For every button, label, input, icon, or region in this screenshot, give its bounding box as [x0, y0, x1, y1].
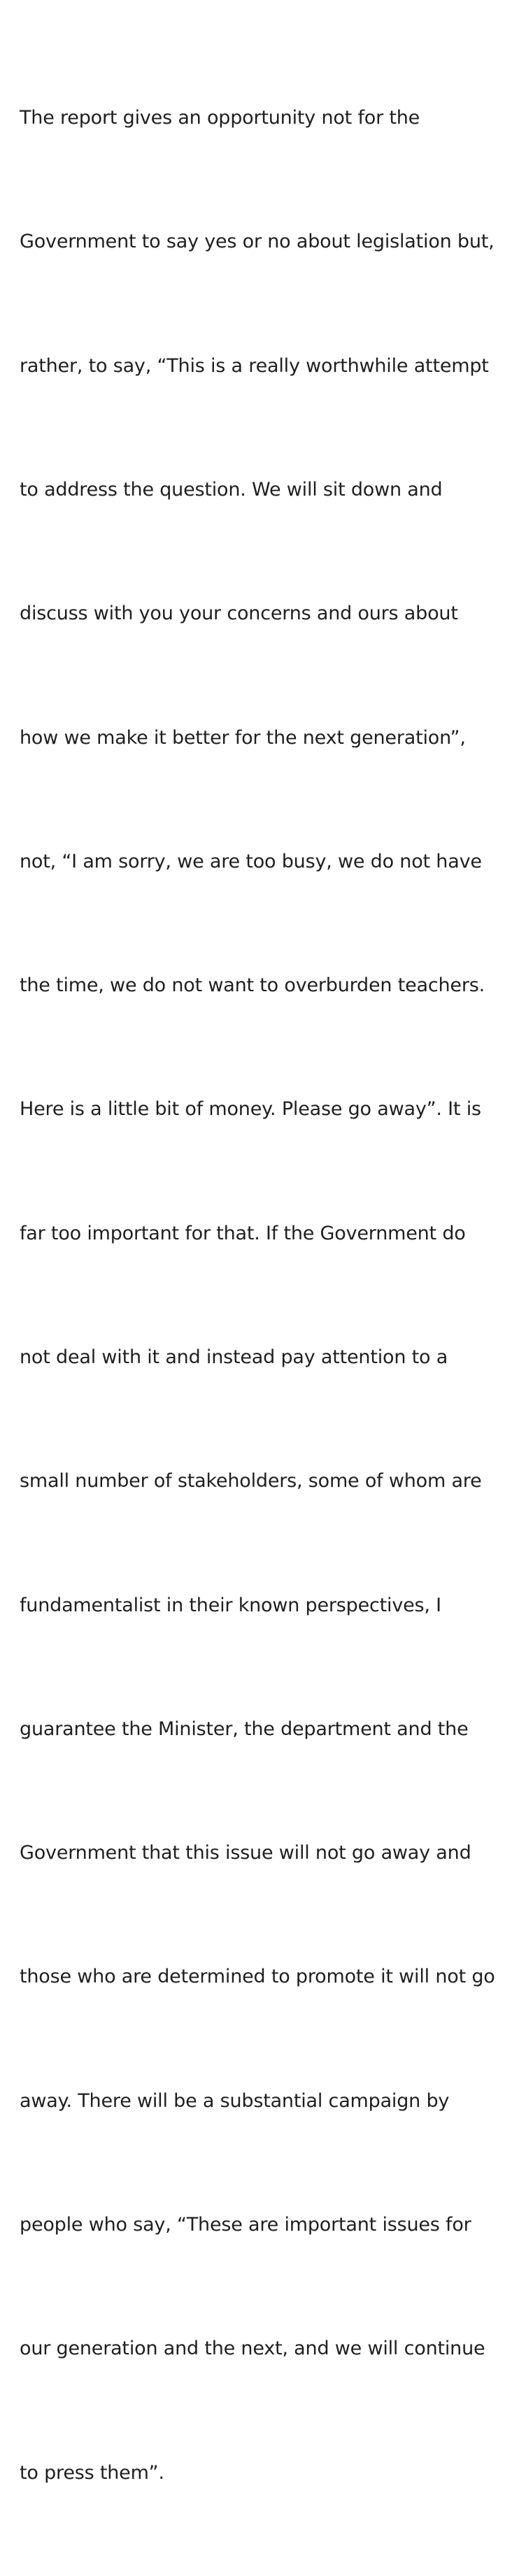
paragraph-line: guarantee the Minister, the department and the	[20, 1718, 469, 1740]
paragraph-line: rather, to say, “This is a really worthwhile attempt	[20, 354, 489, 377]
paragraph-line: far too important for that. If the Government do	[20, 1222, 466, 1244]
paragraph-line: away. There will be a substantial campaign by	[20, 2089, 450, 2112]
paragraph-line: small number of stakeholders, some of whom are	[20, 1470, 482, 1492]
paragraph-line: Government that this issue will not go away and	[20, 1842, 471, 1864]
paragraph-line: our generation and the next, and we will continue	[20, 2338, 485, 2360]
paragraph-line: fundamentalist in their known perspectives, I	[20, 1594, 441, 1616]
paragraph-line: not, “I am sorry, we are too busy, we do not have	[20, 850, 482, 872]
paragraph-line: Here is a little bit of money. Please go away”. It is	[20, 1098, 481, 1121]
paragraph-line: discuss with you your concerns and ours about	[20, 603, 458, 625]
paragraph-line: people who say, “These are important issues for	[20, 2213, 471, 2236]
paragraph-line: not deal with it and instead pay attention to a	[20, 1346, 448, 1368]
paragraph-line: the time, we do not want to overburden teachers.	[20, 974, 485, 997]
paragraph-line: those who are determined to promote it will not go	[20, 1966, 495, 1988]
paragraph-line: The report gives an opportunity not for the	[20, 107, 420, 129]
paragraph-line: to address the question. We will sit down and	[20, 479, 443, 501]
paragraph-line: how we make it better for the next generation”,	[20, 726, 466, 749]
paragraph-line: to press them”.	[20, 2461, 164, 2484]
body-paragraph	[20, 15, 526, 2576]
paragraph-line: Government to say yes or no about legislation but,	[20, 231, 495, 253]
